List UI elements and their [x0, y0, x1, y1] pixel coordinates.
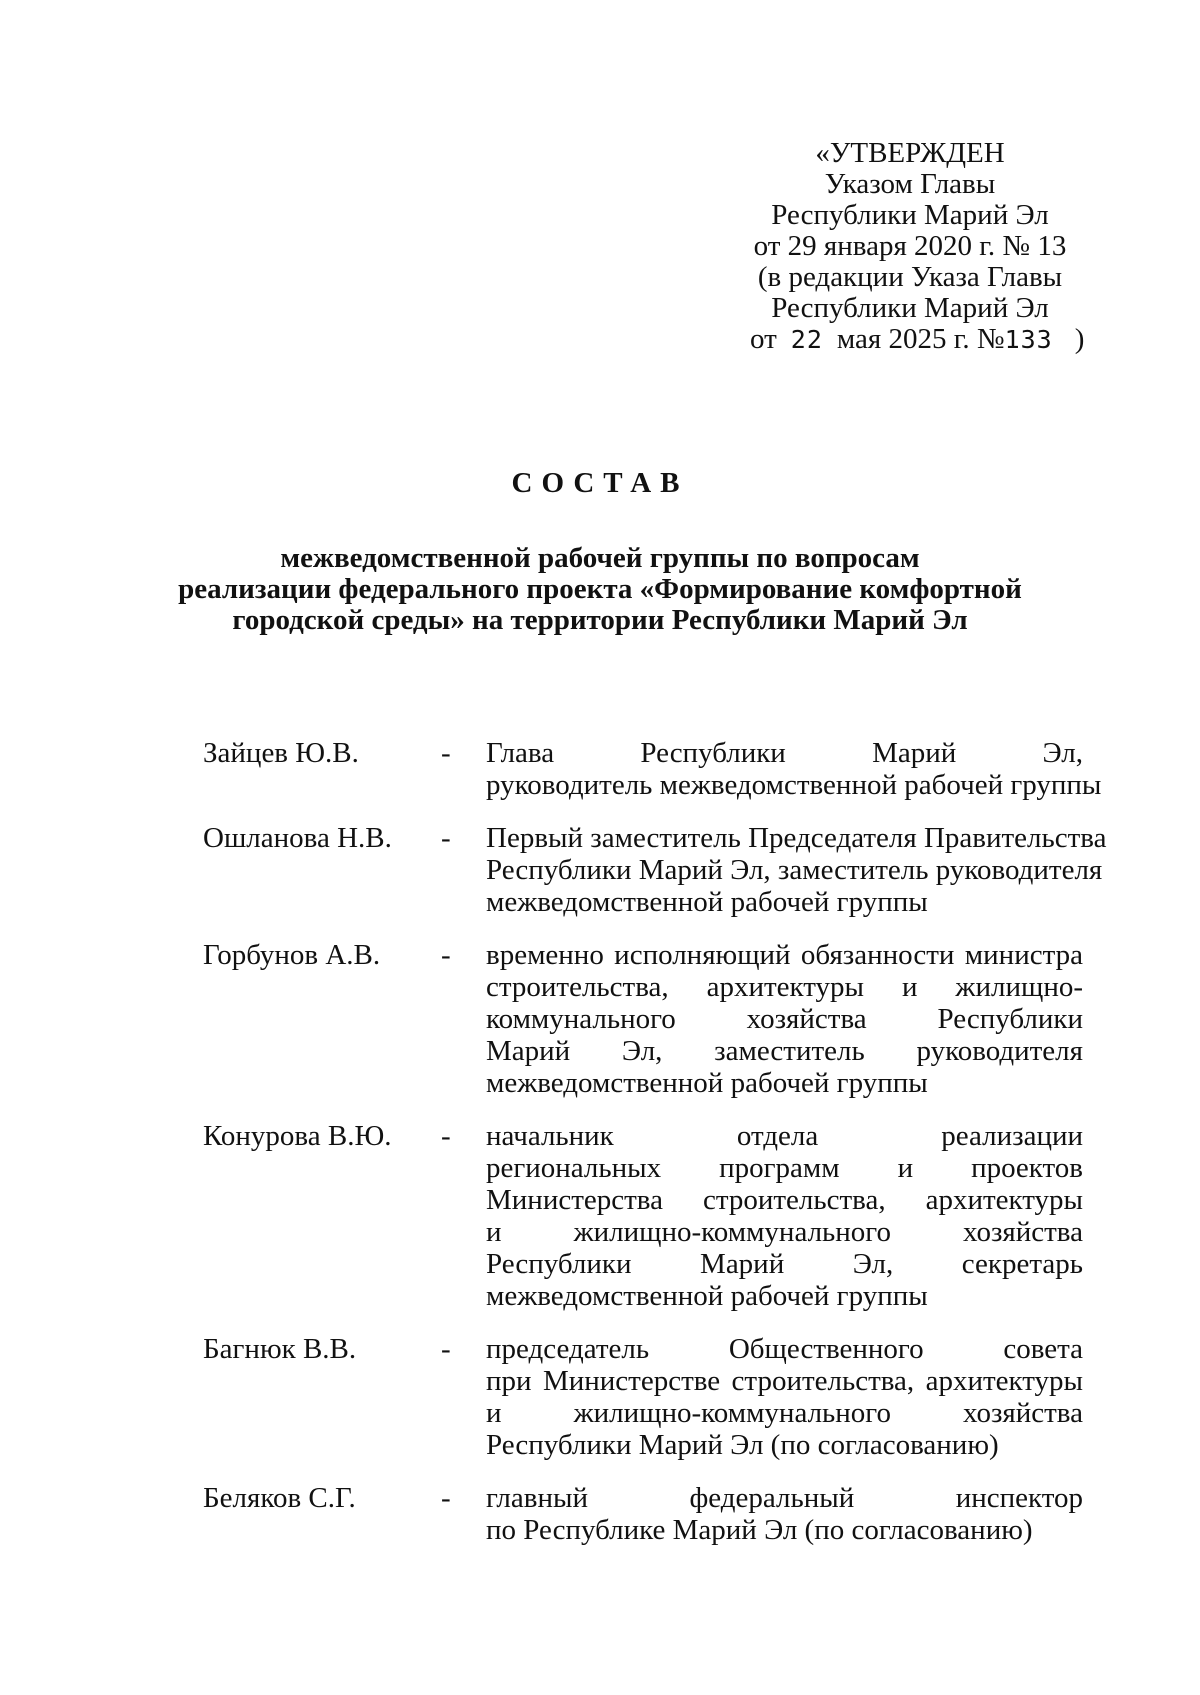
member-role-line: строительства, архитектуры и жилищно-: [486, 971, 1083, 1003]
member-role-line: региональных программ и проектов: [486, 1152, 1083, 1184]
member-role-line: главный федеральный инспектор: [486, 1482, 1083, 1514]
member-role-line: председатель Общественного совета: [486, 1333, 1083, 1365]
member-role-line: межведомственной рабочей группы: [486, 1280, 928, 1312]
member-row: [203, 737, 1102, 801]
member-row: [203, 822, 1107, 918]
member-dash: -: [441, 939, 451, 971]
member-role-line: Республики Марий Эл, секретарь: [486, 1248, 1083, 1280]
approval-stamp-block: [700, 138, 1120, 355]
approval-close-paren: ): [1074, 323, 1085, 355]
member-role: [486, 822, 1107, 918]
member-dash: -: [441, 1333, 451, 1365]
member-dash: -: [441, 737, 451, 769]
member-role-line: Глава Республики Марий Эл,: [486, 737, 1083, 769]
member-role-line: Республики Марий Эл, заместитель руководителя: [486, 854, 1103, 886]
member-name: Ошланова Н.В.: [203, 822, 392, 854]
member-role-line: Республики Марий Эл (по согласованию): [486, 1429, 999, 1461]
member-role-line: коммунального хозяйства Республики: [486, 1003, 1083, 1035]
member-role: [486, 1120, 1083, 1312]
member-name: Багнюк В.В.: [203, 1333, 357, 1365]
document-title: СОСТАВ: [511, 467, 689, 499]
member-role-line: временно исполняющий обязанности министра: [486, 939, 1083, 971]
member-role: [486, 737, 1102, 801]
approval-line: «УТВЕРЖДЕН: [815, 137, 1005, 169]
member-name: Горбунов А.В.: [203, 939, 381, 971]
member-role-line: межведомственной рабочей группы: [486, 886, 928, 918]
member-role-line: руководитель межведомственной рабочей группы: [486, 769, 1102, 801]
approval-line: от 29 января 2020 г. № 13: [753, 230, 1067, 262]
member-role-line: Первый заместитель Председателя Правительства: [486, 822, 1107, 854]
approval-number: 133: [1004, 325, 1053, 354]
member-role: [486, 1333, 1083, 1461]
member-role-line: и жилищно-коммунального хозяйства: [486, 1216, 1083, 1248]
subtitle-line: межведомственной рабочей группы по вопросам: [280, 542, 920, 574]
approval-day: 22: [790, 325, 823, 354]
member-dash: -: [441, 1482, 451, 1514]
member-role: [486, 939, 1083, 1099]
member-dash: -: [441, 1120, 451, 1152]
approval-line: Республики Марий Эл: [771, 292, 1049, 324]
member-row: [203, 939, 1083, 1099]
approval-line: (в редакции Указа Главы: [757, 261, 1063, 293]
member-role-line: Марий Эл, заместитель руководителя: [486, 1035, 1083, 1067]
member-role-line: начальник отдела реализации: [486, 1120, 1083, 1152]
member-name: Конурова В.Ю.: [203, 1120, 392, 1152]
approval-month-year: мая 2025 г. №: [836, 323, 1005, 355]
member-role-line: межведомственной рабочей группы: [486, 1067, 928, 1099]
member-name: Беляков С.Г.: [203, 1482, 356, 1514]
members-list: [203, 737, 1107, 1567]
subtitle-line: городской среды» на территории Республики Марий Эл: [232, 604, 968, 636]
member-role-line: Министерства строительства, архитектуры: [486, 1184, 1083, 1216]
approval-date-prefix: от: [750, 323, 777, 355]
approval-date-line: [700, 324, 1120, 355]
document-subtitle: [150, 543, 1050, 636]
approval-line: Указом Главы: [824, 168, 996, 200]
approval-line: Республики Марий Эл: [771, 199, 1049, 231]
member-role-line: и жилищно-коммунального хозяйства: [486, 1397, 1083, 1429]
member-row: [203, 1333, 1083, 1461]
member-name: Зайцев Ю.В.: [203, 737, 359, 769]
member-role: [486, 1482, 1083, 1546]
member-row: [203, 1120, 1083, 1312]
member-role-line: при Министерстве строительства, архитектуры: [486, 1365, 1083, 1397]
member-row: [203, 1482, 1083, 1546]
member-role-line: по Республике Марий Эл (по согласованию): [486, 1514, 1033, 1546]
subtitle-line: реализации федерального проекта «Формирование комфортной: [178, 573, 1022, 605]
member-dash: -: [441, 822, 451, 854]
